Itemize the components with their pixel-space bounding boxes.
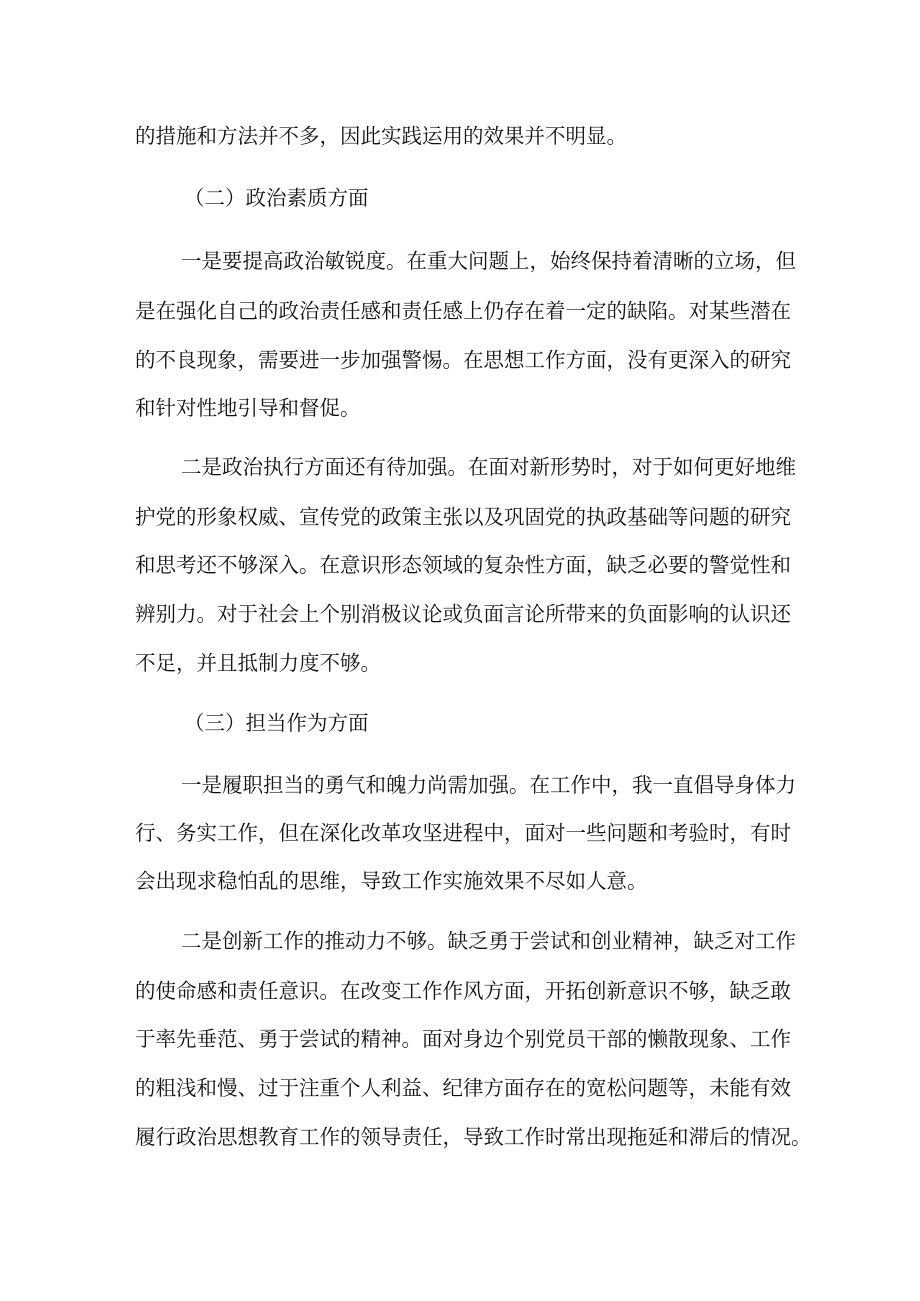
text-line: 履行政治思想教育工作的领导责任，导致工作时常出现拖延和滞后的情况。 — [135, 1125, 812, 1149]
text-line: 行、务实工作，但在深化改革攻坚进程中，面对一些问题和考验时，有时 — [135, 821, 791, 845]
text-line: 的粗浅和慢、过于注重个人利益、纪律方面存在的宽松问题等，未能有效 — [135, 1076, 791, 1100]
text-line: 一是履职担当的勇气和魄力尚需加强。在工作中，我一直倡导身体力 — [181, 773, 796, 797]
text-line: 护党的形象权威、宣传党的政策主张以及巩固党的执政基础等问题的研究 — [135, 505, 791, 529]
text-line: 和思考还不够深入。在意识形态领域的复杂性方面，缺乏必要的警觉性和 — [135, 553, 791, 577]
text-line: 是在强化自己的政治责任感和责任感上仍存在着一定的缺陷。对某些潜在 — [135, 299, 791, 323]
text-line: 一是要提高政治敏锐度。在重大问题上，始终保持着清晰的立场，但 — [181, 249, 796, 273]
text-line: 和针对性地引导和督促。 — [135, 396, 361, 420]
text-line: 会出现求稳怕乱的思维，导致工作实施效果不尽如人意。 — [135, 869, 648, 893]
text-line: 二是创新工作的推动力不够。缺乏勇于尝试和创业精神，缺乏对工作 — [181, 929, 796, 953]
text-line: 辨别力。对于社会上个别消极议论或负面言论所带来的负面影响的认识还 — [135, 602, 791, 626]
text-line: 的使命感和责任意识。在改变工作作风方面，开拓创新意识不够，缺乏敢 — [135, 979, 791, 1003]
section-heading: （二）政治素质方面 — [184, 186, 369, 210]
text-line: 的不良现象，需要进一步加强警惕。在思想工作方面，没有更深入的研究 — [135, 348, 791, 372]
text-line: 二是政治执行方面还有待加强。在面对新形势时，对于如何更好地维 — [181, 455, 796, 479]
text-line: 不足，并且抵制力度不够。 — [135, 651, 381, 675]
text-line: 的措施和方法并不多，因此实践运用的效果并不明显。 — [135, 124, 627, 148]
text-line: 于率先垂范、勇于尝试的精神。面对身边个别党员干部的懒散现象、工作 — [135, 1027, 791, 1051]
section-heading: （三）担当作为方面 — [184, 711, 369, 735]
